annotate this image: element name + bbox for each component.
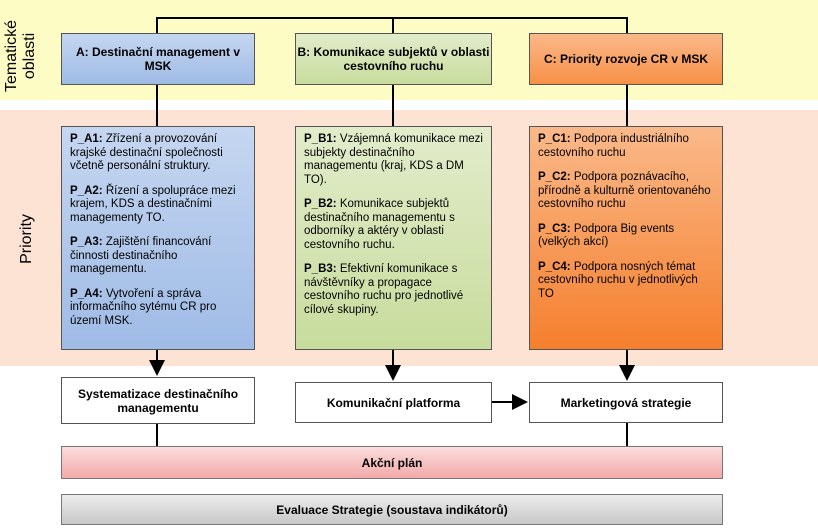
- output-a: Systematizace destinačního managementu: [61, 377, 255, 424]
- thematic-area-a: A: Destinační management v MSK: [61, 33, 255, 85]
- priority-item: P_A3: Zajištění financování činnosti destinačního managementu.: [70, 236, 212, 275]
- output-b: Komunikační platforma: [295, 382, 492, 423]
- action-plan: Akční plán: [61, 446, 723, 479]
- priority-item: P_B1: Vzájemná komunikace mezi subjekty destinačního managementu (kraj, KDS a DM TO).: [304, 133, 483, 186]
- priority-item: P_A1: Zřízení a provozování krajské destinační společnosti včetně personální struktury.: [70, 133, 223, 172]
- output-c: Marketingová strategie: [529, 382, 723, 423]
- priorities-label: Priority: [18, 214, 35, 264]
- priority-item: P_C4: Podpora nosných témat cestovního ruchu v jednotlivých TO: [538, 260, 698, 300]
- priorities-c: [529, 126, 723, 350]
- priority-item: P_C2: Podpora poznávacího, přírodně a kulturně orientovaného cestovního ruchu: [538, 171, 711, 210]
- priority-item: P_A2: Řízení a spolupráce mezi krajem, KDS a destinačními managementy TO.: [70, 184, 236, 224]
- priorities-a: [61, 126, 255, 350]
- priority-item: P_A4: Vytvoření a správa informačního sytému CR pro území MSK.: [70, 287, 217, 327]
- priority-item: P_C3: Podpora Big events (velkých akcí): [538, 222, 675, 248]
- priority-item: P_B2: Komunikace subjektů destinačního managementu s odborníky a aktéry v oblasti cestovního ruchu.: [304, 198, 455, 251]
- thematic-area-c: C: Priority rozvoje CR v MSK: [529, 33, 723, 85]
- priority-item: P_B3: Efektivní komunikace s návštěvníky a propagace cestovního ruchu pro jednotlivé cílové skupiny.: [304, 263, 464, 316]
- thematic-area-b: B: Komunikace subjektů v oblasti cestovního ruchu: [295, 33, 492, 85]
- priorities-b: [295, 126, 492, 350]
- thematic-areas-label: Tematické oblasti: [3, 19, 38, 93]
- priority-item: P_C1: Podpora industriálního cestovního ruchu: [538, 133, 689, 159]
- strategy-evaluation: Evaluace Strategie (soustava indikátorů): [61, 494, 723, 525]
